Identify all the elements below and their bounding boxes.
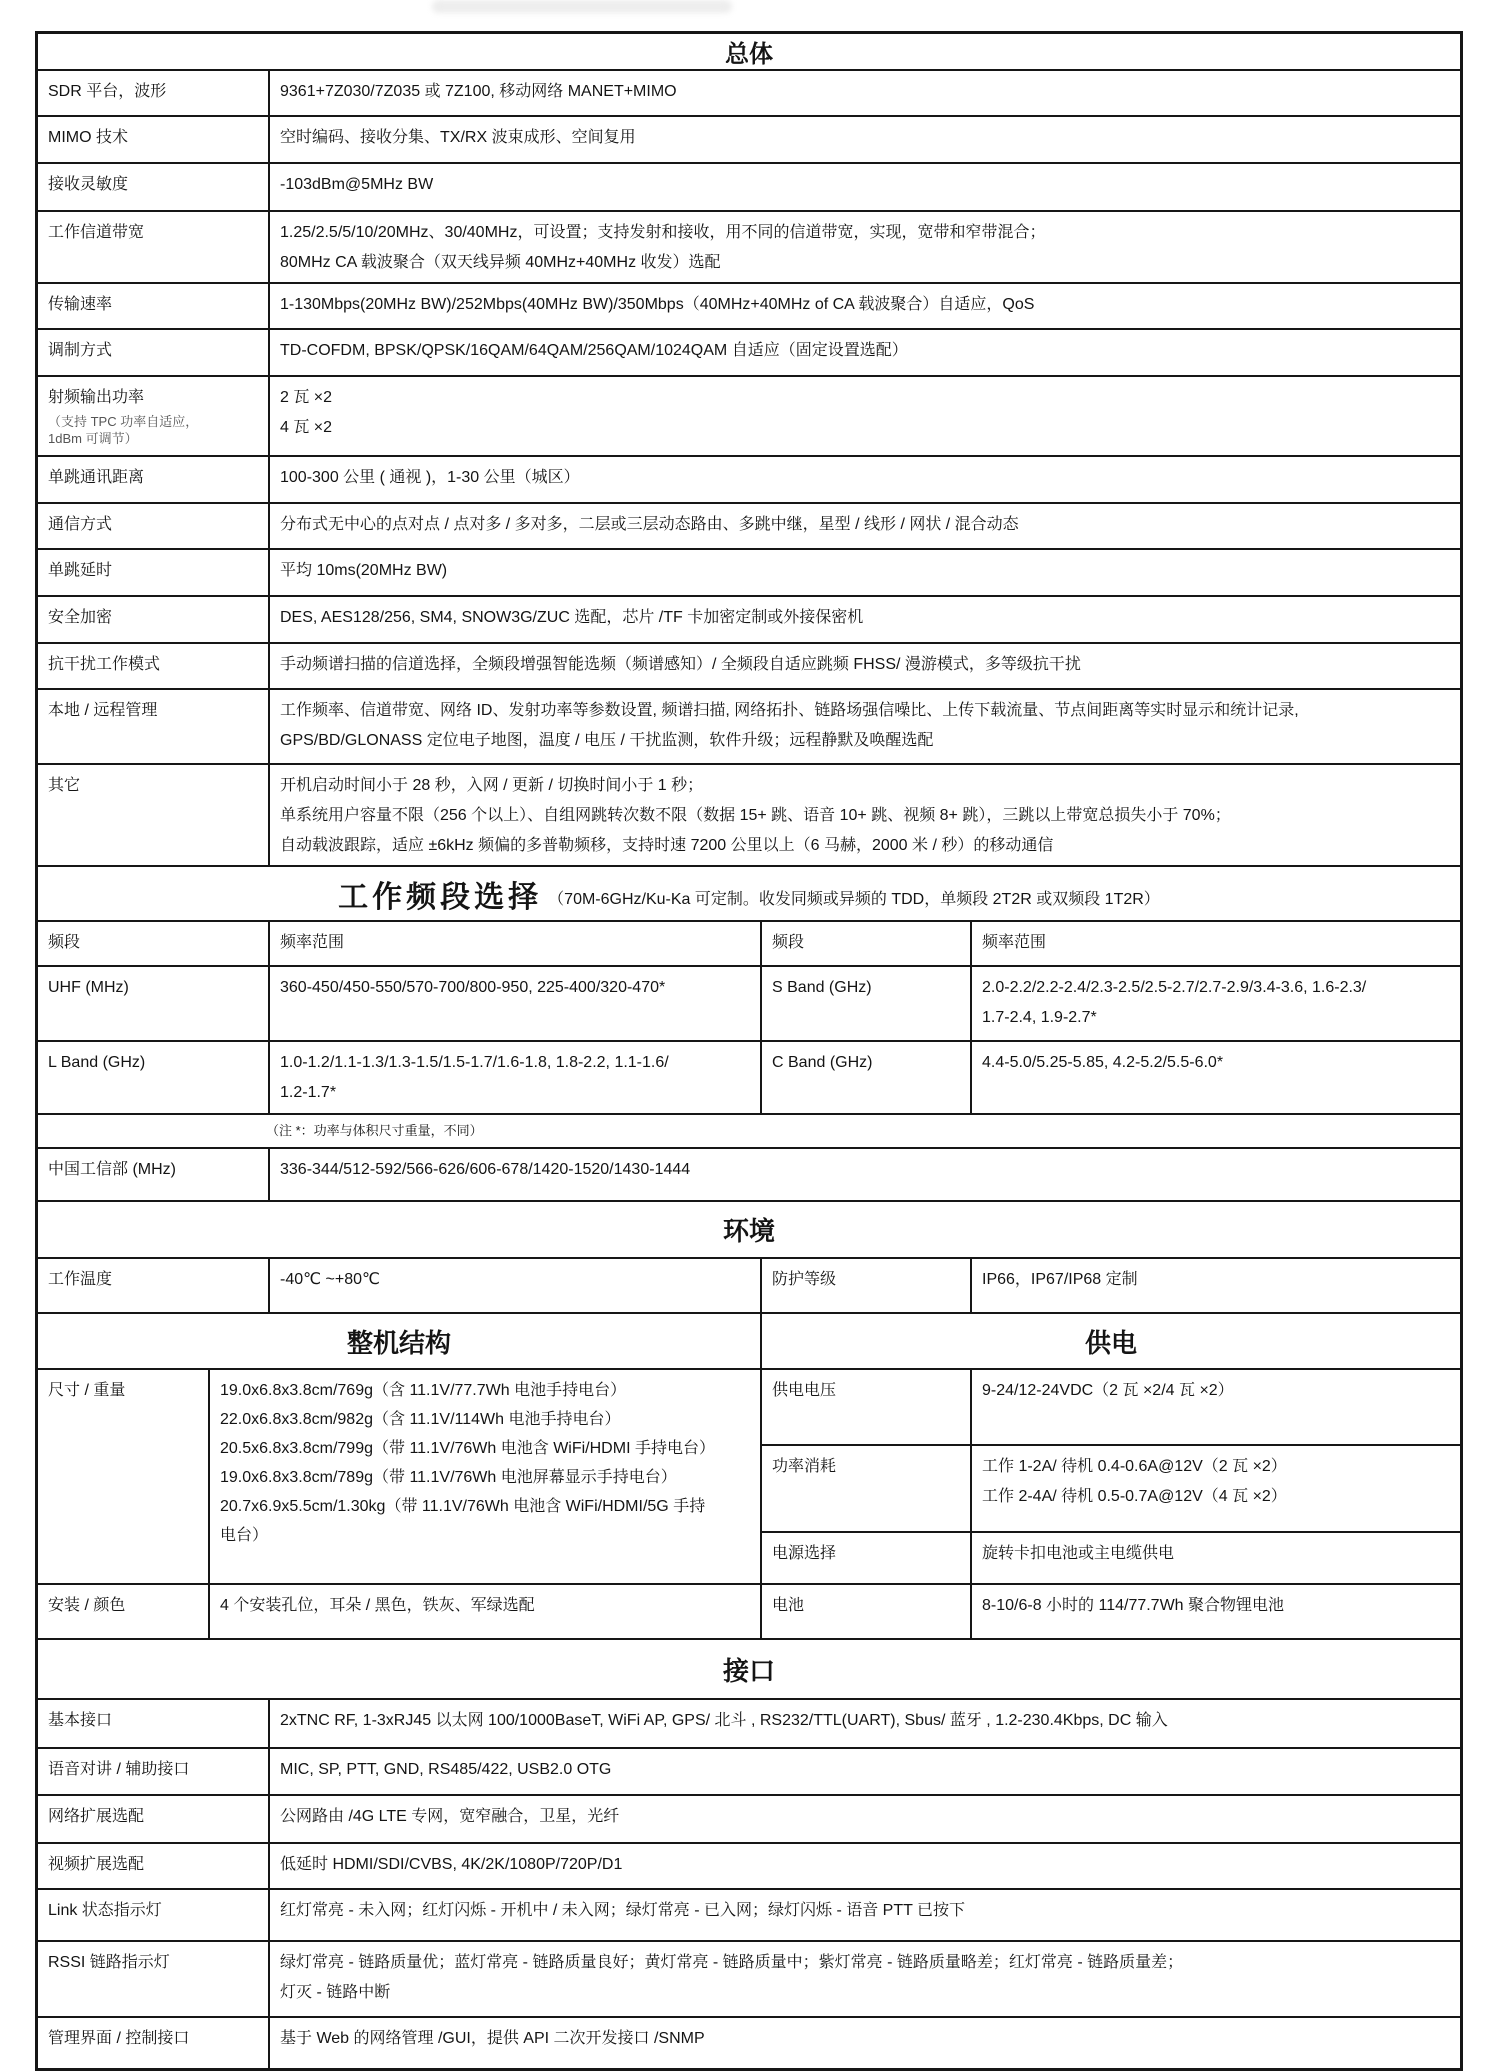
spec-value: 手动频谱扫描的信道选择，全频段增强智能选频（频谱感知）/ 全频段自适应跳频 FHSS/ 漫游模式，多等级抗干扰 — [268, 644, 1460, 688]
row-video-expansion — [38, 1844, 1460, 1890]
spec-value: 低延时 HDMI/SDI/CVBS, 4K/2K/1080P/720P/D1 — [268, 1844, 1460, 1888]
value-line: 19.0x6.8x3.8cm/789g（带 11.1V/76Wh 电池屏幕显示手持电台） — [220, 1469, 677, 1486]
spec-value: 1-130Mbps(20MHz BW)/252Mbps(40MHz BW)/350Mbps（40MHz+40MHz of CA 载波聚合）自适应，QoS — [268, 284, 1460, 328]
label-subnote: 1dBm 可调节） — [48, 431, 138, 446]
value-line: 1.0-1.2/1.1-1.3/1.3-1.5/1.5-1.7/1.6-1.8, 1.8-2.2, 1.1-1.6/ — [280, 1054, 669, 1071]
band-name: L Band (GHz) — [48, 1054, 146, 1071]
spec-label: 视频扩展选配 — [48, 1856, 145, 1873]
spec-label: 抗干扰工作模式 — [48, 656, 161, 673]
band-row-lband-cband — [38, 1042, 1460, 1115]
value-line: 2.0-2.2/2.2-2.4/2.3-2.5/2.5-2.7/2.7-2.9/3.4-3.6, 1.6-2.3/ — [982, 979, 1367, 996]
spec-label: 传输速率 — [48, 296, 113, 313]
spec-value — [268, 1942, 1460, 2016]
structure-power-block — [38, 1370, 1460, 1640]
spec-value: 基于 Web 的网络管理 /GUI，提供 API 二次开发接口 /SNMP — [268, 2018, 1460, 2068]
row-sdr-platform — [38, 71, 1460, 117]
band-name: C Band (GHz) — [760, 1042, 970, 1113]
section-interfaces-header — [38, 1640, 1460, 1700]
spec-label: 功率消耗 — [760, 1446, 970, 1533]
section-general-title: 总体 — [725, 41, 773, 68]
spec-value: 空时编码、接收分集、TX/RX 波束成形、空间复用 — [268, 117, 1460, 162]
spec-label: 管理界面 / 控制接口 — [48, 2030, 190, 2047]
spec-label: MIMO 技术 — [48, 129, 128, 146]
spec-value: -103dBm@5MHz BW — [268, 164, 1460, 210]
spec-label: RSSI 链路指示灯 — [48, 1954, 170, 1971]
band-range: 4.4-5.0/5.25-5.85, 4.2-5.2/5.5-6.0* — [970, 1042, 1460, 1113]
spec-value: 9361+7Z030/7Z035 或 7Z100, 移动网络 MANET+MIMO — [268, 71, 1460, 115]
redacted-title-smudge — [432, 0, 732, 13]
section-general-header — [38, 34, 1460, 71]
row-rx-sensitivity — [38, 164, 1460, 212]
value-line: 绿灯常亮 - 链路质量优；蓝灯常亮 - 链路质量良好；黄灯常亮 - 链路质量中；紫灯常亮 - 链路质量略差；红灯常亮 - 链路质量差； — [280, 1954, 1184, 1971]
row-rf-output-power — [38, 377, 1460, 457]
spec-label: 基本接口 — [48, 1712, 113, 1729]
spec-value: 4 个安装孔位，耳朵 / 黑色，铁灰、军绿选配 — [208, 1585, 760, 1638]
row-mimo — [38, 117, 1460, 164]
band-table-header-row — [38, 922, 1460, 967]
spec-value: 平均 10ms(20MHz BW) — [268, 550, 1460, 595]
row-hop-latency — [38, 550, 1460, 597]
row-miit-bands — [38, 1149, 1460, 1202]
section-power-title: 供电 — [760, 1314, 1460, 1368]
row-link-led — [38, 1890, 1460, 1942]
spec-label: 电池 — [760, 1585, 970, 1638]
value-line: 单系统用户容量不限（256 个以上）、自组网跳转次数不限（数据 15+ 跳、语音 10+ 跳、视频 8+ 跳），三跳以上带宽总损失小于 70%； — [280, 807, 1231, 824]
section-bands-subtitle: （70M-6GHz/Ku-Ka 可定制。收发同频或异频的 TDD，单频段 2T2R 或双频段 1T2R） — [548, 891, 1160, 908]
band-note-row — [38, 1115, 1460, 1149]
spec-label: 调制方式 — [48, 342, 113, 359]
band-col-header: 频段 — [48, 934, 81, 951]
band-row-uhf-sband — [38, 967, 1460, 1042]
spec-value: 8-10/6-8 小时的 114/77.7Wh 聚合物锂电池 — [970, 1585, 1460, 1638]
row-encryption — [38, 597, 1460, 644]
row-rssi-led — [38, 1942, 1460, 2018]
spec-label — [38, 377, 268, 455]
row-basic-interfaces — [38, 1700, 1460, 1749]
row-hop-distance — [38, 457, 1460, 504]
row-channel-bandwidth — [38, 212, 1460, 284]
spec-label: 网络扩展选配 — [48, 1808, 145, 1825]
section-bands-header — [38, 867, 1460, 922]
spec-value: 红灯常亮 - 未入网；红灯闪烁 - 开机中 / 未入网；绿灯常亮 - 已入网；绿灯闪烁 - 语音 PTT 已按下 — [268, 1890, 1460, 1940]
spec-value — [970, 1446, 1460, 1533]
row-management — [38, 690, 1460, 765]
section-environment-title: 环境 — [722, 1216, 775, 1246]
section-environment-header — [38, 1202, 1460, 1259]
value-line: 20.7x6.9x5.5cm/1.30kg（带 11.1V/76Wh 电池含 WiFi/HDMI/5G 手持电台） — [220, 1498, 706, 1544]
spec-sheet-table — [35, 31, 1463, 2071]
value-line: 22.0x6.8x3.8cm/982g（含 11.1V/114Wh 电池手持电台） — [220, 1411, 621, 1428]
label-subnote: （支持 TPC 功率自适应， — [48, 414, 199, 429]
spec-value: 9-24/12-24VDC（2 瓦 ×2/4 瓦 ×2） — [970, 1370, 1460, 1446]
spec-value — [268, 212, 1460, 282]
value-line: 20.5x6.8x3.8cm/799g（带 11.1V/76Wh 电池含 WiFi/HDMI 手持电台） — [220, 1440, 715, 1457]
spec-label: 接收灵敏度 — [48, 176, 129, 193]
spec-label: 工作信道带宽 — [48, 224, 145, 241]
value-line: 灯灭 - 链路中断 — [280, 1984, 391, 2001]
spec-value: 2xTNC RF, 1-3xRJ45 以太网 100/1000BaseT, WiFi AP, GPS/ 北斗 , RS232/TTL(UART), Sbus/ 蓝牙 , 1.2-230.4Kbps, DC 输入 — [268, 1700, 1460, 1747]
value-line: 工作 2-4A/ 待机 0.5-0.7A@12V（4 瓦 ×2） — [982, 1488, 1287, 1505]
row-network-expansion — [38, 1796, 1460, 1844]
spec-value: DES, AES128/256, SM4, SNOW3G/ZUC 选配，芯片 /TF 卡加密定制或外接保密机 — [268, 597, 1460, 642]
spec-value: 336-344/512-592/566-626/606-678/1420-1520/1430-1444 — [268, 1149, 1460, 1200]
value-line: 1.2-1.7* — [280, 1084, 337, 1101]
spec-value: -40℃ ~+80℃ — [268, 1259, 760, 1312]
band-col-header: 频率范围 — [268, 922, 760, 965]
value-line: 2 瓦 ×2 — [280, 389, 333, 406]
row-environment — [38, 1259, 1460, 1314]
dimensions-value — [208, 1370, 760, 1585]
spec-label: 语音对讲 / 辅助接口 — [48, 1761, 190, 1778]
spec-value: TD-COFDM, BPSK/QPSK/16QAM/64QAM/256QAM/1024QAM 自适应（固定设置选配） — [268, 330, 1460, 375]
label-main: 射频输出功率 — [48, 389, 145, 406]
spec-label: 单跳延时 — [48, 562, 113, 579]
band-name: UHF (MHz) — [48, 979, 129, 996]
spec-label: 通信方式 — [48, 516, 113, 533]
row-others — [38, 765, 1460, 867]
section-structure-power-header — [38, 1314, 1460, 1370]
spec-label: 单跳通讯距离 — [48, 469, 145, 486]
spec-value — [268, 765, 1460, 865]
value-line: 开机启动时间小于 28 秒，入网 / 更新 / 切换时间小于 1 秒； — [280, 777, 704, 794]
value-line: 19.0x6.8x3.8cm/769g（含 11.1V/77.7Wh 电池手持电台） — [220, 1382, 627, 1399]
band-range: 360-450/450-550/570-700/800-950, 225-400/320-470* — [268, 967, 760, 1040]
spec-label: 中国工信部 (MHz) — [48, 1161, 176, 1178]
value-line: GPS/BD/GLONASS 定位电子地图，温度 / 电压 / 干扰监测，软件升级；远程静默及唤醒选配 — [280, 732, 934, 749]
spec-label: 尺寸 / 重量 — [38, 1370, 208, 1585]
value-line: 80MHz CA 载波聚合（双天线异频 40MHz+40MHz 收发）选配 — [280, 254, 721, 271]
value-line: 4 瓦 ×2 — [280, 419, 333, 436]
spec-label: 工作温度 — [48, 1271, 113, 1288]
value-line: 工作频率、信道带宽、网络 ID、发射功率等参数设置, 频谱扫描, 网络拓扑、链路场强信噪比、上传下载流量、节点间距离等实时显示和统计记录, — [280, 702, 1299, 719]
spec-value — [268, 690, 1460, 763]
spec-value: 旋转卡扣电池或主电缆供电 — [970, 1533, 1460, 1585]
band-col-header: 频段 — [760, 922, 970, 965]
spec-label: 电源选择 — [760, 1533, 970, 1585]
spec-label: Link 状态指示灯 — [48, 1902, 162, 1919]
spec-label: 防护等级 — [760, 1259, 970, 1312]
spec-value: 分布式无中心的点对点 / 点对多 / 多对多，二层或三层动态路由、多跳中继，星型 / 线形 / 网状 / 混合动态 — [268, 504, 1460, 548]
spec-value: MIC, SP, PTT, GND, RS485/422, USB2.0 OTG — [268, 1749, 1460, 1794]
band-range — [268, 1042, 760, 1113]
row-throughput — [38, 284, 1460, 330]
row-comm-mode — [38, 504, 1460, 550]
band-name: S Band (GHz) — [760, 967, 970, 1040]
spec-label: 安装 / 颜色 — [48, 1597, 126, 1614]
section-structure-title: 整机结构 — [346, 1327, 451, 1358]
spec-value: 100-300 公里 ( 通视 )，1-30 公里（城区） — [268, 457, 1460, 502]
row-voice-aux-interfaces — [38, 1749, 1460, 1796]
value-line: 1.7-2.4, 1.9-2.7* — [982, 1009, 1097, 1026]
section-bands-title: 工作频段选择 — [338, 880, 543, 914]
spec-label: 安全加密 — [48, 609, 113, 626]
row-modulation — [38, 330, 1460, 377]
spec-label: 供电电压 — [760, 1370, 970, 1446]
section-interfaces-title: 接口 — [722, 1655, 775, 1686]
spec-value — [268, 377, 1460, 455]
value-line: 1.25/2.5/5/10/20MHz、30/40MHz，可设置；支持发射和接收，用不同的信道带宽，实现，宽带和窄带混合； — [280, 224, 1046, 241]
value-line: 工作 1-2A/ 待机 0.4-0.6A@12V（2 瓦 ×2） — [982, 1458, 1287, 1475]
value-line: 自动载波跟踪，适应 ±6kHz 频偏的多普勒频移，支持时速 7200 公里以上（6 马赫，2000 米 / 秒）的移动通信 — [280, 837, 1054, 854]
spec-label: 其它 — [48, 777, 81, 794]
spec-label: 本地 / 远程管理 — [48, 702, 158, 719]
row-anti-jamming — [38, 644, 1460, 690]
band-range — [970, 967, 1460, 1040]
spec-label: SDR 平台，波形 — [48, 83, 167, 100]
spec-value: 公网路由 /4G LTE 专网，宽窄融合，卫星，光纤 — [268, 1796, 1460, 1842]
band-footnote: （注 *：功率与体积尺寸重量，不同） — [266, 1123, 483, 1138]
spec-value: IP66，IP67/IP68 定制 — [970, 1259, 1460, 1312]
band-col-header: 频率范围 — [970, 922, 1460, 965]
